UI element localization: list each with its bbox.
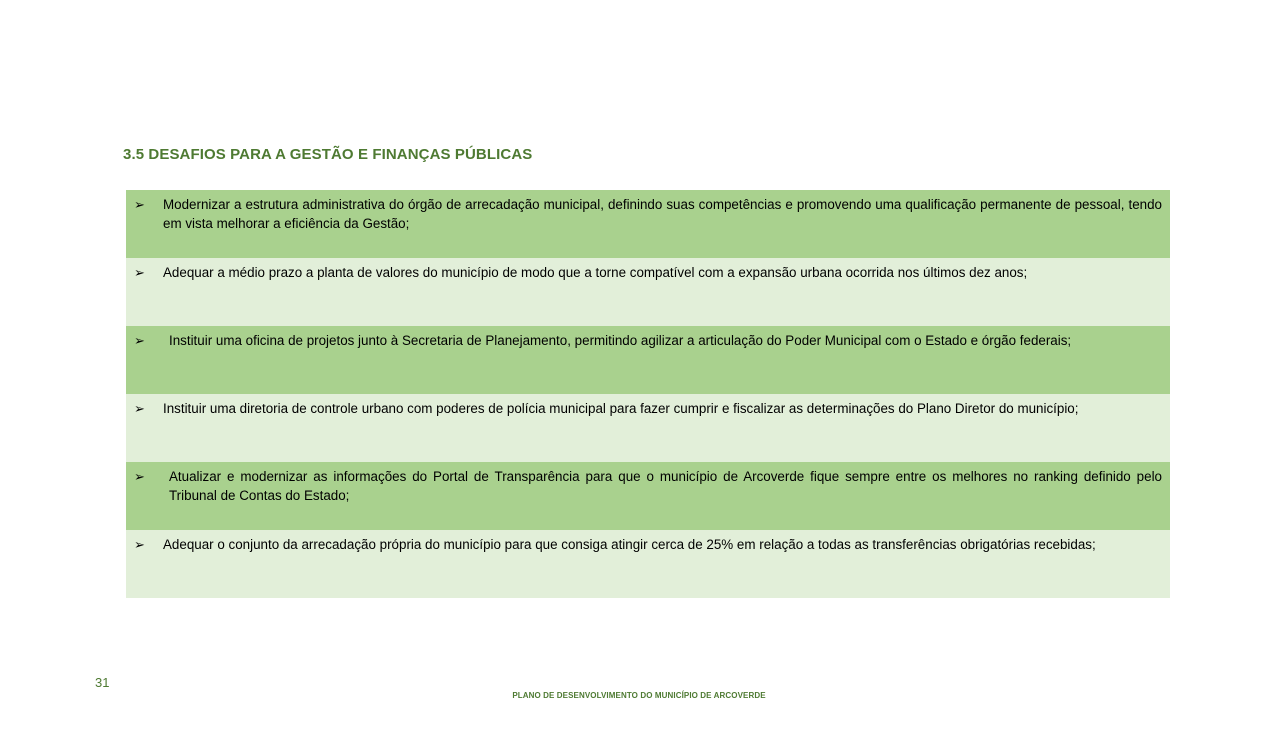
list-item bbox=[126, 394, 1170, 462]
list-item bbox=[126, 190, 1170, 258]
list-item-text: Atualizar e modernizar as informações do Portal de Transparência para que o município de Arcoverde fique sempre entre os melhores no ranking definido pelo Tribunal de Contas do Estado; bbox=[169, 469, 1162, 503]
list-item bbox=[126, 530, 1170, 598]
list-item-text: Instituir uma diretoria de controle urbano com poderes de polícia municipal para fazer cumprir e fiscalizar as determinações do Plano Diretor do município; bbox=[163, 401, 1079, 416]
arrow-bullet-icon: ➢ bbox=[134, 537, 145, 552]
arrow-bullet-icon: ➢ bbox=[134, 469, 145, 484]
section-title: 3.5 DESAFIOS PARA A GESTÃO E FINANÇAS PÚBLICAS bbox=[123, 146, 533, 163]
list-item-text: Instituir uma oficina de projetos junto à Secretaria de Planejamento, permitindo agilizar a articulação do Poder Municipal com o Estado e órgão federais; bbox=[169, 333, 1072, 348]
list-item-text: Adequar o conjunto da arrecadação própria do município para que consiga atingir cerca de 25% em relação a todas as transferências obrigatórias recebidas; bbox=[163, 537, 1096, 552]
list-item bbox=[126, 258, 1170, 326]
arrow-bullet-icon: ➢ bbox=[134, 401, 145, 416]
arrow-bullet-icon: ➢ bbox=[134, 197, 145, 212]
list-item-text: Adequar a médio prazo a planta de valores do município de modo que a torne compatível com a expansão urbana ocorrida nos últimos dez anos; bbox=[163, 265, 1028, 280]
arrow-bullet-icon: ➢ bbox=[134, 333, 145, 348]
page-number: 31 bbox=[95, 675, 110, 690]
list-item-text: Modernizar a estrutura administrativa do órgão de arrecadação municipal, definindo suas competências e promovendo uma qualificação permanente de pessoal, tendo em vista melhorar a eficiência da Gestão; bbox=[163, 197, 1162, 231]
list-item bbox=[126, 462, 1170, 530]
list-item bbox=[126, 326, 1170, 394]
footer-text: PLANO DE DESENVOLVIMENTO DO MUNICÍPIO DE ARCOVERDE bbox=[512, 691, 766, 700]
arrow-bullet-icon: ➢ bbox=[134, 265, 145, 280]
challenges-list bbox=[126, 190, 1170, 598]
